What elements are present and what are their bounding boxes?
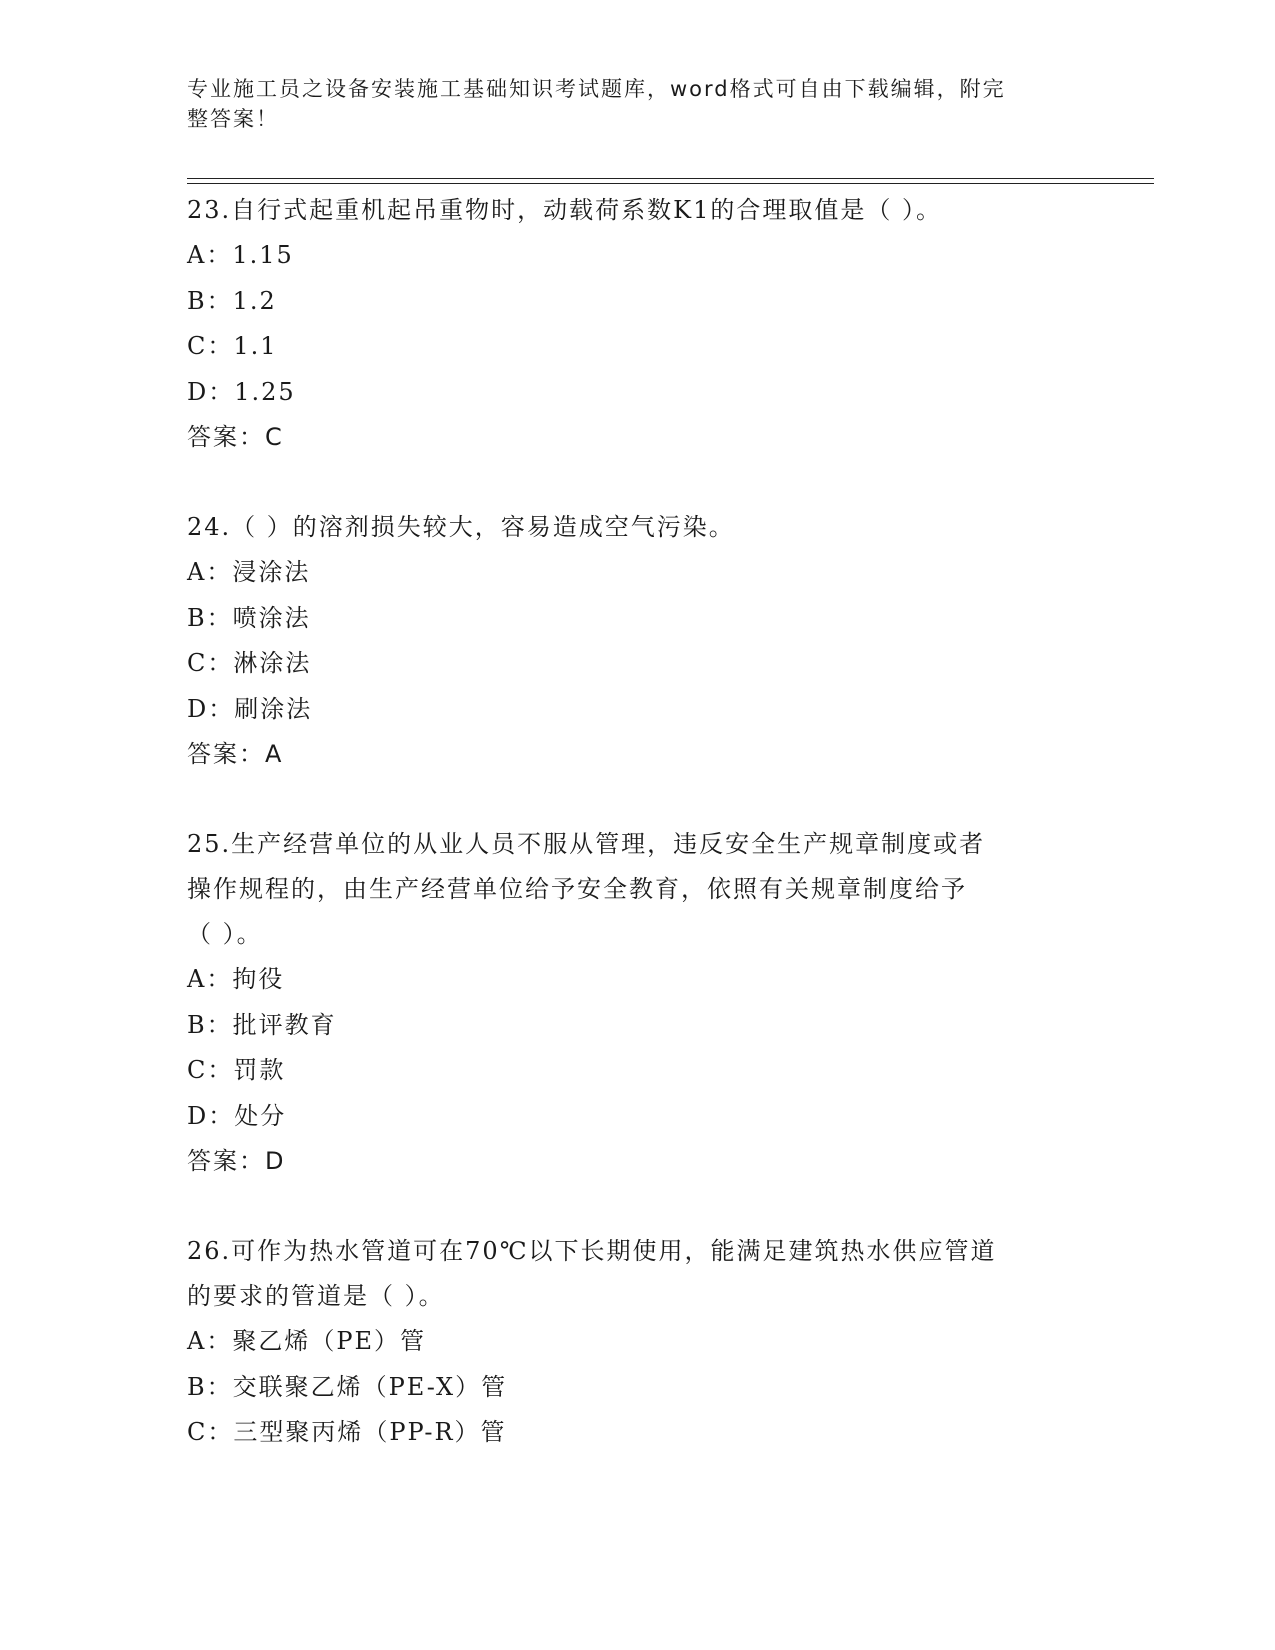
question-24 [187,505,1087,777]
option-a: A：拘役 [187,965,285,993]
question-list [187,188,1087,1456]
option-d: D：1.25 [187,377,296,406]
option-c: C：淋涂法 [187,649,312,677]
question-spacer [187,460,1087,505]
option-a: A：浸涂法 [187,558,311,586]
header-line-1: 专业施工员之设备安装施工基础知识考试题库，word格式可自由下载编辑，附完 [187,77,1006,101]
option-a: A：聚乙烯（PE）管 [187,1327,426,1355]
question-stem-line-2: 操作规程的，由生产经营单位给予安全教育，依照有关规章制度给予 [187,875,967,903]
question-stem: 23.自行式起重机起吊重物时，动载荷系数K1的合理取值是（ ）。 [187,196,942,224]
header-line-2: 整答案！ [187,107,279,131]
answer-line: 答案：A [187,740,284,768]
question-spacer [187,777,1087,822]
question-stem: 24.（ ）的溶剂损失较大，容易造成空气污染。 [187,513,735,541]
option-d: D：处分 [187,1101,287,1130]
question-23 [187,188,1087,460]
option-b: B：喷涂法 [187,603,311,632]
option-c: C：罚款 [187,1056,286,1084]
question-25 [187,822,1087,1184]
question-stem-line-1: 25.生产经营单位的从业人员不服从管理，违反安全生产规章制度或者 [187,830,986,858]
option-b: B：批评教育 [187,1010,337,1039]
header-divider-bottom [187,183,1154,184]
option-d: D：刷涂法 [187,694,313,723]
option-b: B：交联聚乙烯（PE-X）管 [187,1372,508,1401]
option-c: C：三型聚丙烯（PP-R）管 [187,1418,507,1446]
option-b: B：1.2 [187,286,277,315]
question-spacer [187,1184,1087,1229]
question-stem-line-1: 26.可作为热水管道可在70℃以下长期使用，能满足建筑热水供应管道 [187,1237,997,1265]
answer-line: 答案：C [187,423,284,451]
option-c: C：1.1 [187,332,278,360]
question-stem-line-2: 的要求的管道是（ ）。 [187,1282,445,1310]
option-a: A：1.15 [187,241,294,269]
header-divider-top [187,178,1154,179]
question-26 [187,1229,1087,1456]
document-header [187,74,1067,134]
answer-line: 答案：D [187,1147,286,1175]
question-stem-line-3: （ ）。 [187,920,263,948]
